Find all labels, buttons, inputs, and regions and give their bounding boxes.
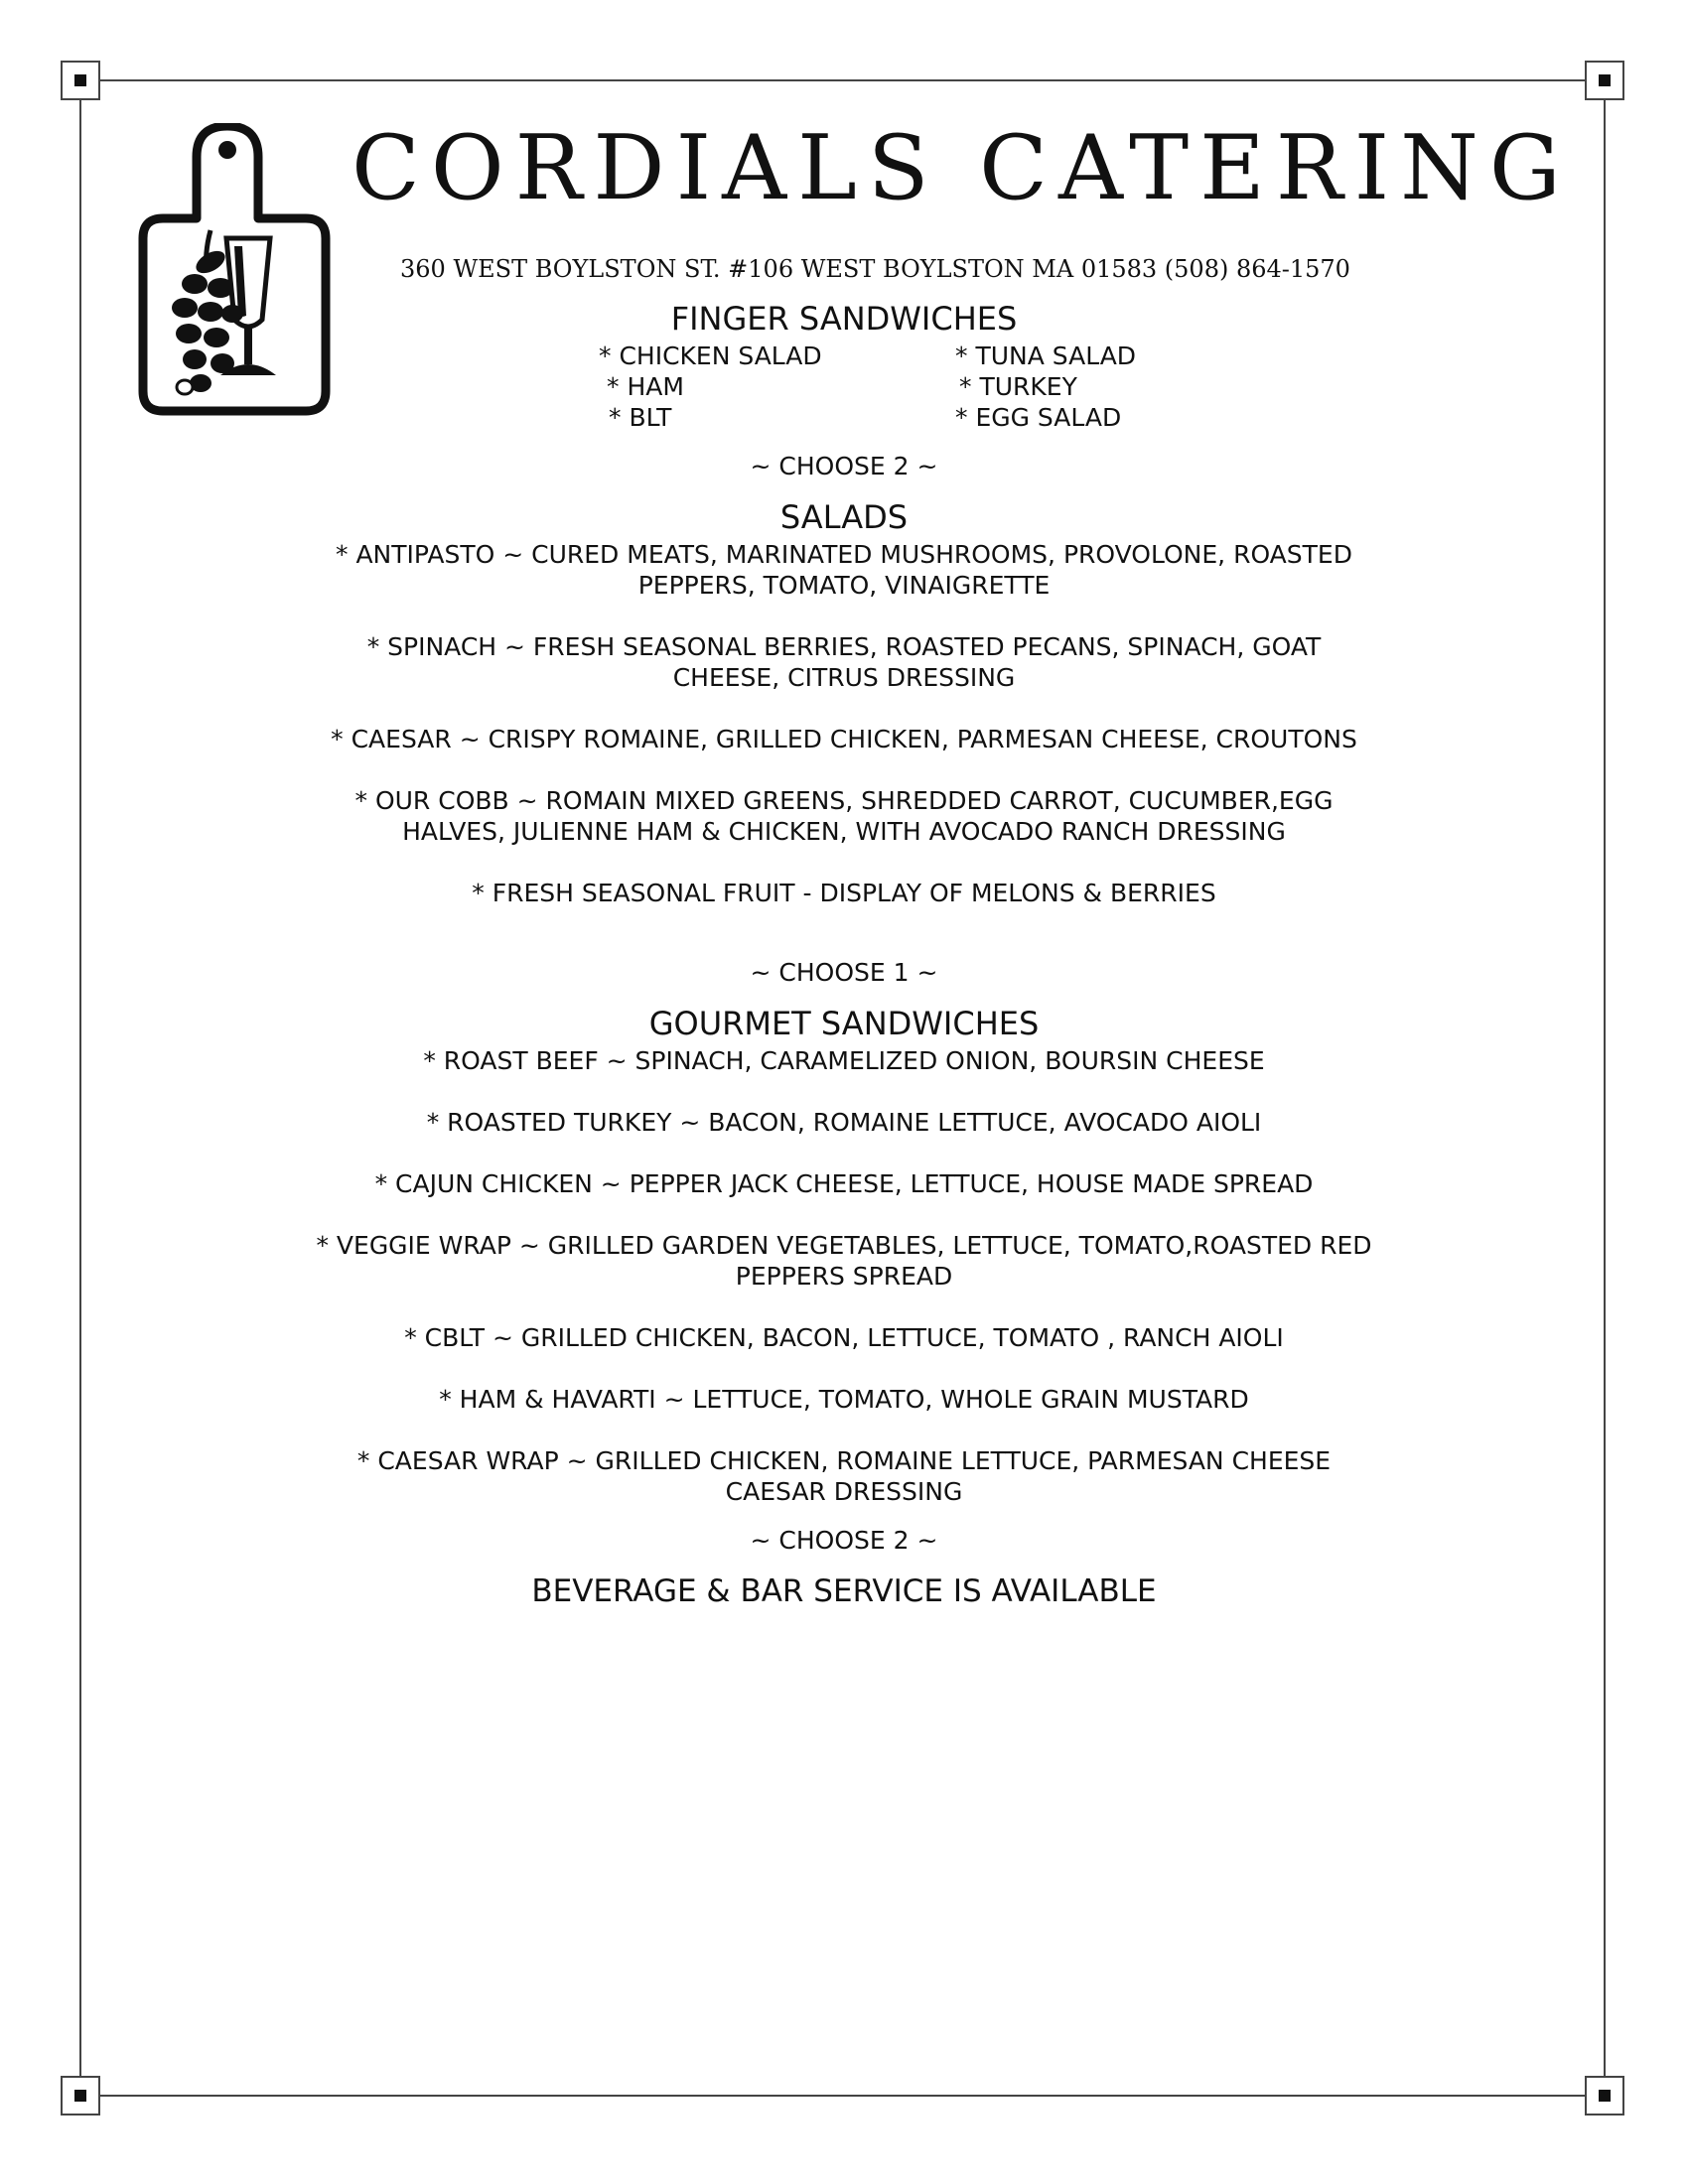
sandwich-item-veggie-wrap-cont: PEPPERS SPREAD [735, 1262, 953, 1291]
salad-item-antipasto: * ANTIPASTO ~ CURED MEATS, MARINATED MUSHROOMS, PROVOLONE, ROASTED [336, 540, 1352, 569]
salad-item-caesar: * CAESAR ~ CRISPY ROMAINE, GRILLED CHICKEN, PARMESAN CHEESE, CROUTONS [331, 725, 1357, 753]
sandwich-item-roasted-turkey: * ROASTED TURKEY ~ BACON, ROMAINE LETTUCE, AVOCADO AIOLI [426, 1108, 1262, 1137]
beverage-service-note: BEVERAGE & BAR SERVICE IS AVAILABLE [531, 1573, 1157, 1609]
company-address: 360 WEST BOYLSTON ST. #106 WEST BOYLSTON MA 01583 (508) 864-1570 [400, 255, 1350, 283]
cutting-board-logo-icon [137, 123, 332, 421]
salad-item-spinach: * SPINACH ~ FRESH SEASONAL BERRIES, ROASTED PECANS, SPINACH, GOAT [366, 632, 1322, 661]
company-title: CORDIALS CATERING [352, 116, 1572, 220]
frame-corner-bottom-right [1585, 2076, 1624, 2116]
frame-corner-bottom-left [61, 2076, 100, 2116]
sandwich-item-roast-beef: * ROAST BEEF ~ SPINACH, CARAMELIZED ONION, BOURSIN CHEESE [423, 1046, 1265, 1075]
finger-item: * CHICKEN SALAD [599, 341, 822, 370]
sandwich-item-cblt: * CBLT ~ GRILLED CHICKEN, BACON, LETTUCE, TOMATO , RANCH AIOLI [404, 1323, 1284, 1352]
frame-bottom-line [80, 2095, 1606, 2097]
finger-item: * TUNA SALAD [955, 341, 1137, 370]
salad-item-antipasto-cont: PEPPERS, TOMATO, VINAIGRETTE [637, 571, 1051, 600]
finger-item: * BLT [609, 403, 672, 432]
salad-item-fruit: * FRESH SEASONAL FRUIT - DISPLAY OF MELONS & BERRIES [472, 879, 1216, 907]
frame-top-line [80, 79, 1606, 81]
finger-item: * TURKEY [959, 372, 1077, 401]
frame-corner-top-left [61, 61, 100, 100]
choose-note: ~ CHOOSE 2 ~ [750, 1526, 938, 1555]
sandwich-item-veggie-wrap: * VEGGIE WRAP ~ GRILLED GARDEN VEGETABLES, LETTUCE, TOMATO,ROASTED RED [316, 1231, 1372, 1260]
salads-heading: SALADS [779, 498, 909, 536]
choose-note: ~ CHOOSE 2 ~ [750, 452, 938, 480]
frame-left-line [79, 80, 81, 2096]
finger-item: * HAM [607, 372, 684, 401]
sandwich-item-caesar-wrap-cont: CAESAR DRESSING [725, 1477, 963, 1506]
finger-sandwiches-heading: FINGER SANDWICHES [670, 300, 1018, 338]
gourmet-sandwiches-heading: GOURMET SANDWICHES [648, 1005, 1040, 1042]
sandwich-item-caesar-wrap: * CAESAR WRAP ~ GRILLED CHICKEN, ROMAINE LETTUCE, PARMESAN CHEESE [356, 1446, 1332, 1475]
sandwich-item-ham-havarti: * HAM & HAVARTI ~ LETTUCE, TOMATO, WHOLE GRAIN MUSTARD [439, 1385, 1249, 1414]
salad-item-cobb-cont: HALVES, JULIENNE HAM & CHICKEN, WITH AVOCADO RANCH DRESSING [402, 817, 1286, 846]
finger-item: * EGG SALAD [955, 403, 1122, 432]
salad-item-spinach-cont: CHEESE, CITRUS DRESSING [672, 663, 1016, 692]
salad-item-cobb: * OUR COBB ~ ROMAIN MIXED GREENS, SHREDDED CARROT, CUCUMBER,EGG [354, 786, 1334, 815]
frame-corner-top-right [1585, 61, 1624, 100]
sandwich-item-cajun-chicken: * CAJUN CHICKEN ~ PEPPER JACK CHEESE, LETTUCE, HOUSE MADE SPREAD [374, 1169, 1314, 1198]
choose-note: ~ CHOOSE 1 ~ [750, 958, 938, 987]
frame-right-line [1604, 80, 1606, 2096]
